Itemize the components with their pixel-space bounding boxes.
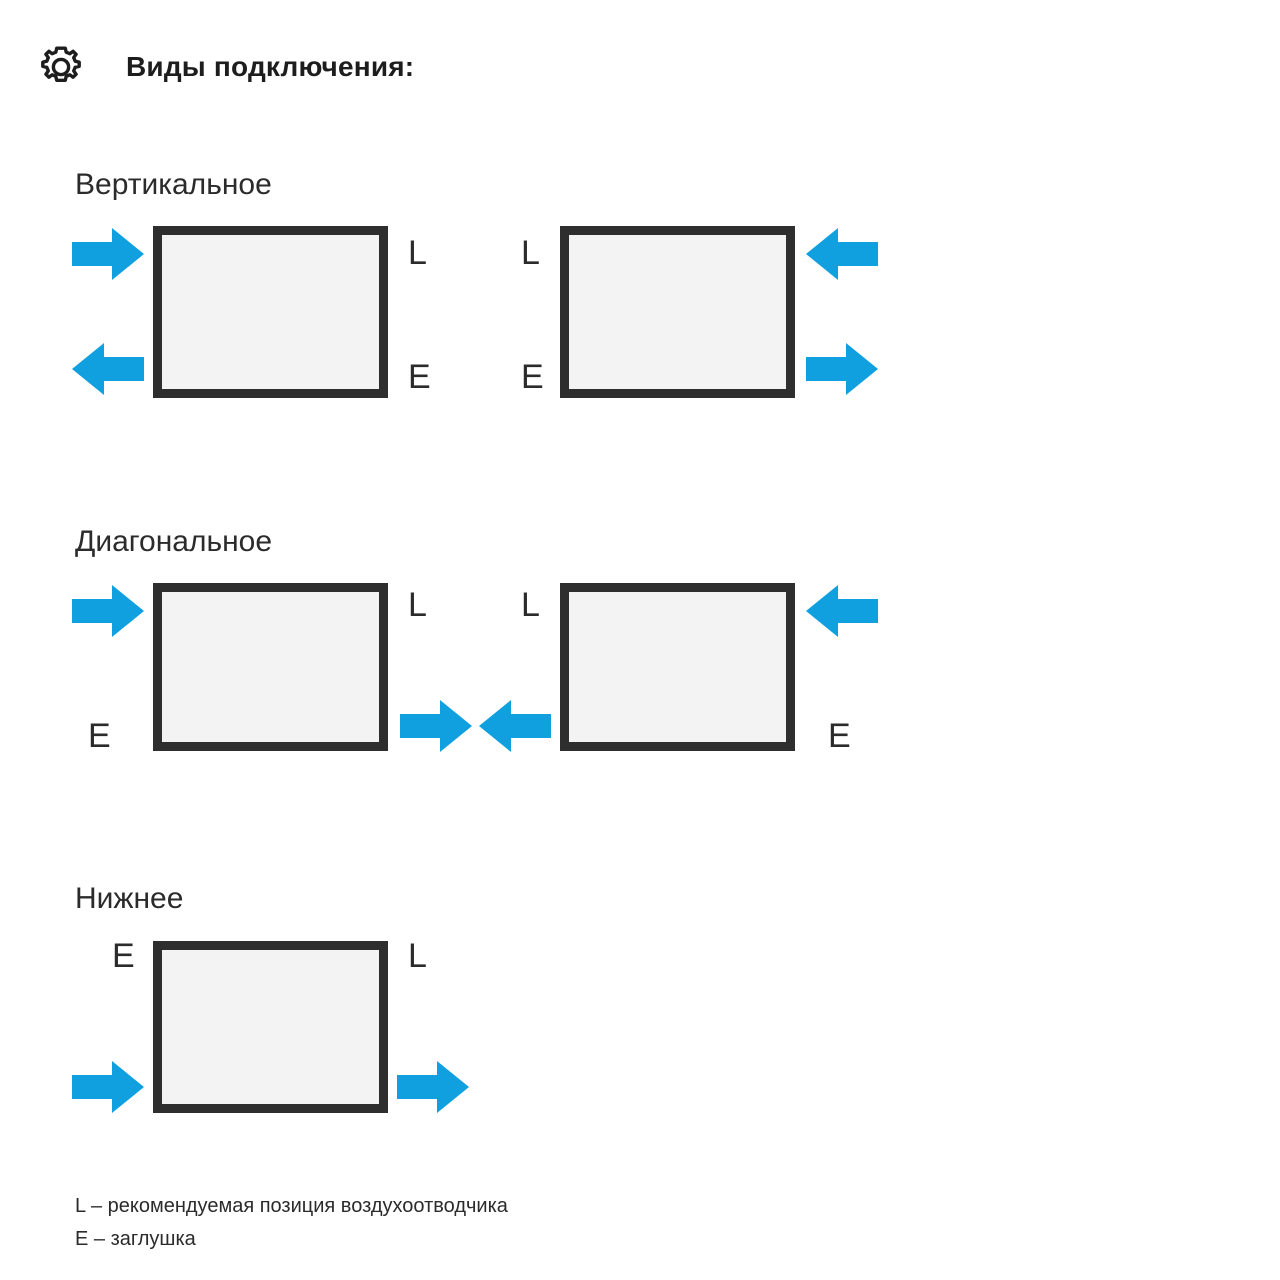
arrow-bottom-outlet bbox=[397, 1059, 469, 1115]
arrow-diagonal-right-outlet bbox=[479, 698, 551, 754]
arrow-bottom-inlet bbox=[72, 1059, 144, 1115]
header bbox=[36, 42, 414, 92]
label-vertical-left-E: E bbox=[408, 358, 431, 396]
label-vertical-right-L: L bbox=[521, 234, 540, 272]
gear-icon bbox=[36, 42, 86, 92]
legend-line-E: E – заглушка bbox=[75, 1228, 196, 1250]
label-diagonal-right-E: E bbox=[828, 717, 851, 755]
arrow-diagonal-left-outlet bbox=[400, 698, 472, 754]
radiator-panel-vertical-right bbox=[560, 226, 795, 398]
section-title-vertical: Вертикальное bbox=[75, 168, 272, 201]
label-diagonal-left-E: E bbox=[88, 717, 111, 755]
section-title-diagonal: Диагональное bbox=[75, 525, 273, 558]
section-title-bottom: Нижнее bbox=[75, 882, 184, 915]
label-vertical-right-E: E bbox=[521, 358, 544, 396]
legend bbox=[75, 1190, 508, 1256]
radiator-panel-bottom bbox=[153, 941, 388, 1113]
label-diagonal-right-L: L bbox=[521, 586, 540, 624]
label-bottom-L: L bbox=[408, 937, 427, 975]
radiator-panel-diagonal-right bbox=[560, 583, 795, 751]
arrow-diagonal-right-inlet bbox=[806, 583, 878, 639]
label-bottom-E: E bbox=[112, 937, 135, 975]
page-title: Виды подключения: bbox=[126, 51, 415, 82]
label-vertical-left-L: L bbox=[408, 234, 427, 272]
radiator-panel-vertical-left bbox=[153, 226, 388, 398]
arrow-vertical-right-inlet bbox=[806, 226, 878, 282]
label-diagonal-left-L: L bbox=[408, 586, 427, 624]
arrow-diagonal-left-inlet bbox=[72, 583, 144, 639]
arrow-vertical-left-outlet bbox=[72, 341, 144, 397]
legend-line-L: L – рекомендуемая позиция воздухоотводчика bbox=[75, 1195, 508, 1217]
arrow-vertical-right-outlet bbox=[806, 341, 878, 397]
arrow-vertical-left-inlet bbox=[72, 226, 144, 282]
radiator-panel-diagonal-left bbox=[153, 583, 388, 751]
